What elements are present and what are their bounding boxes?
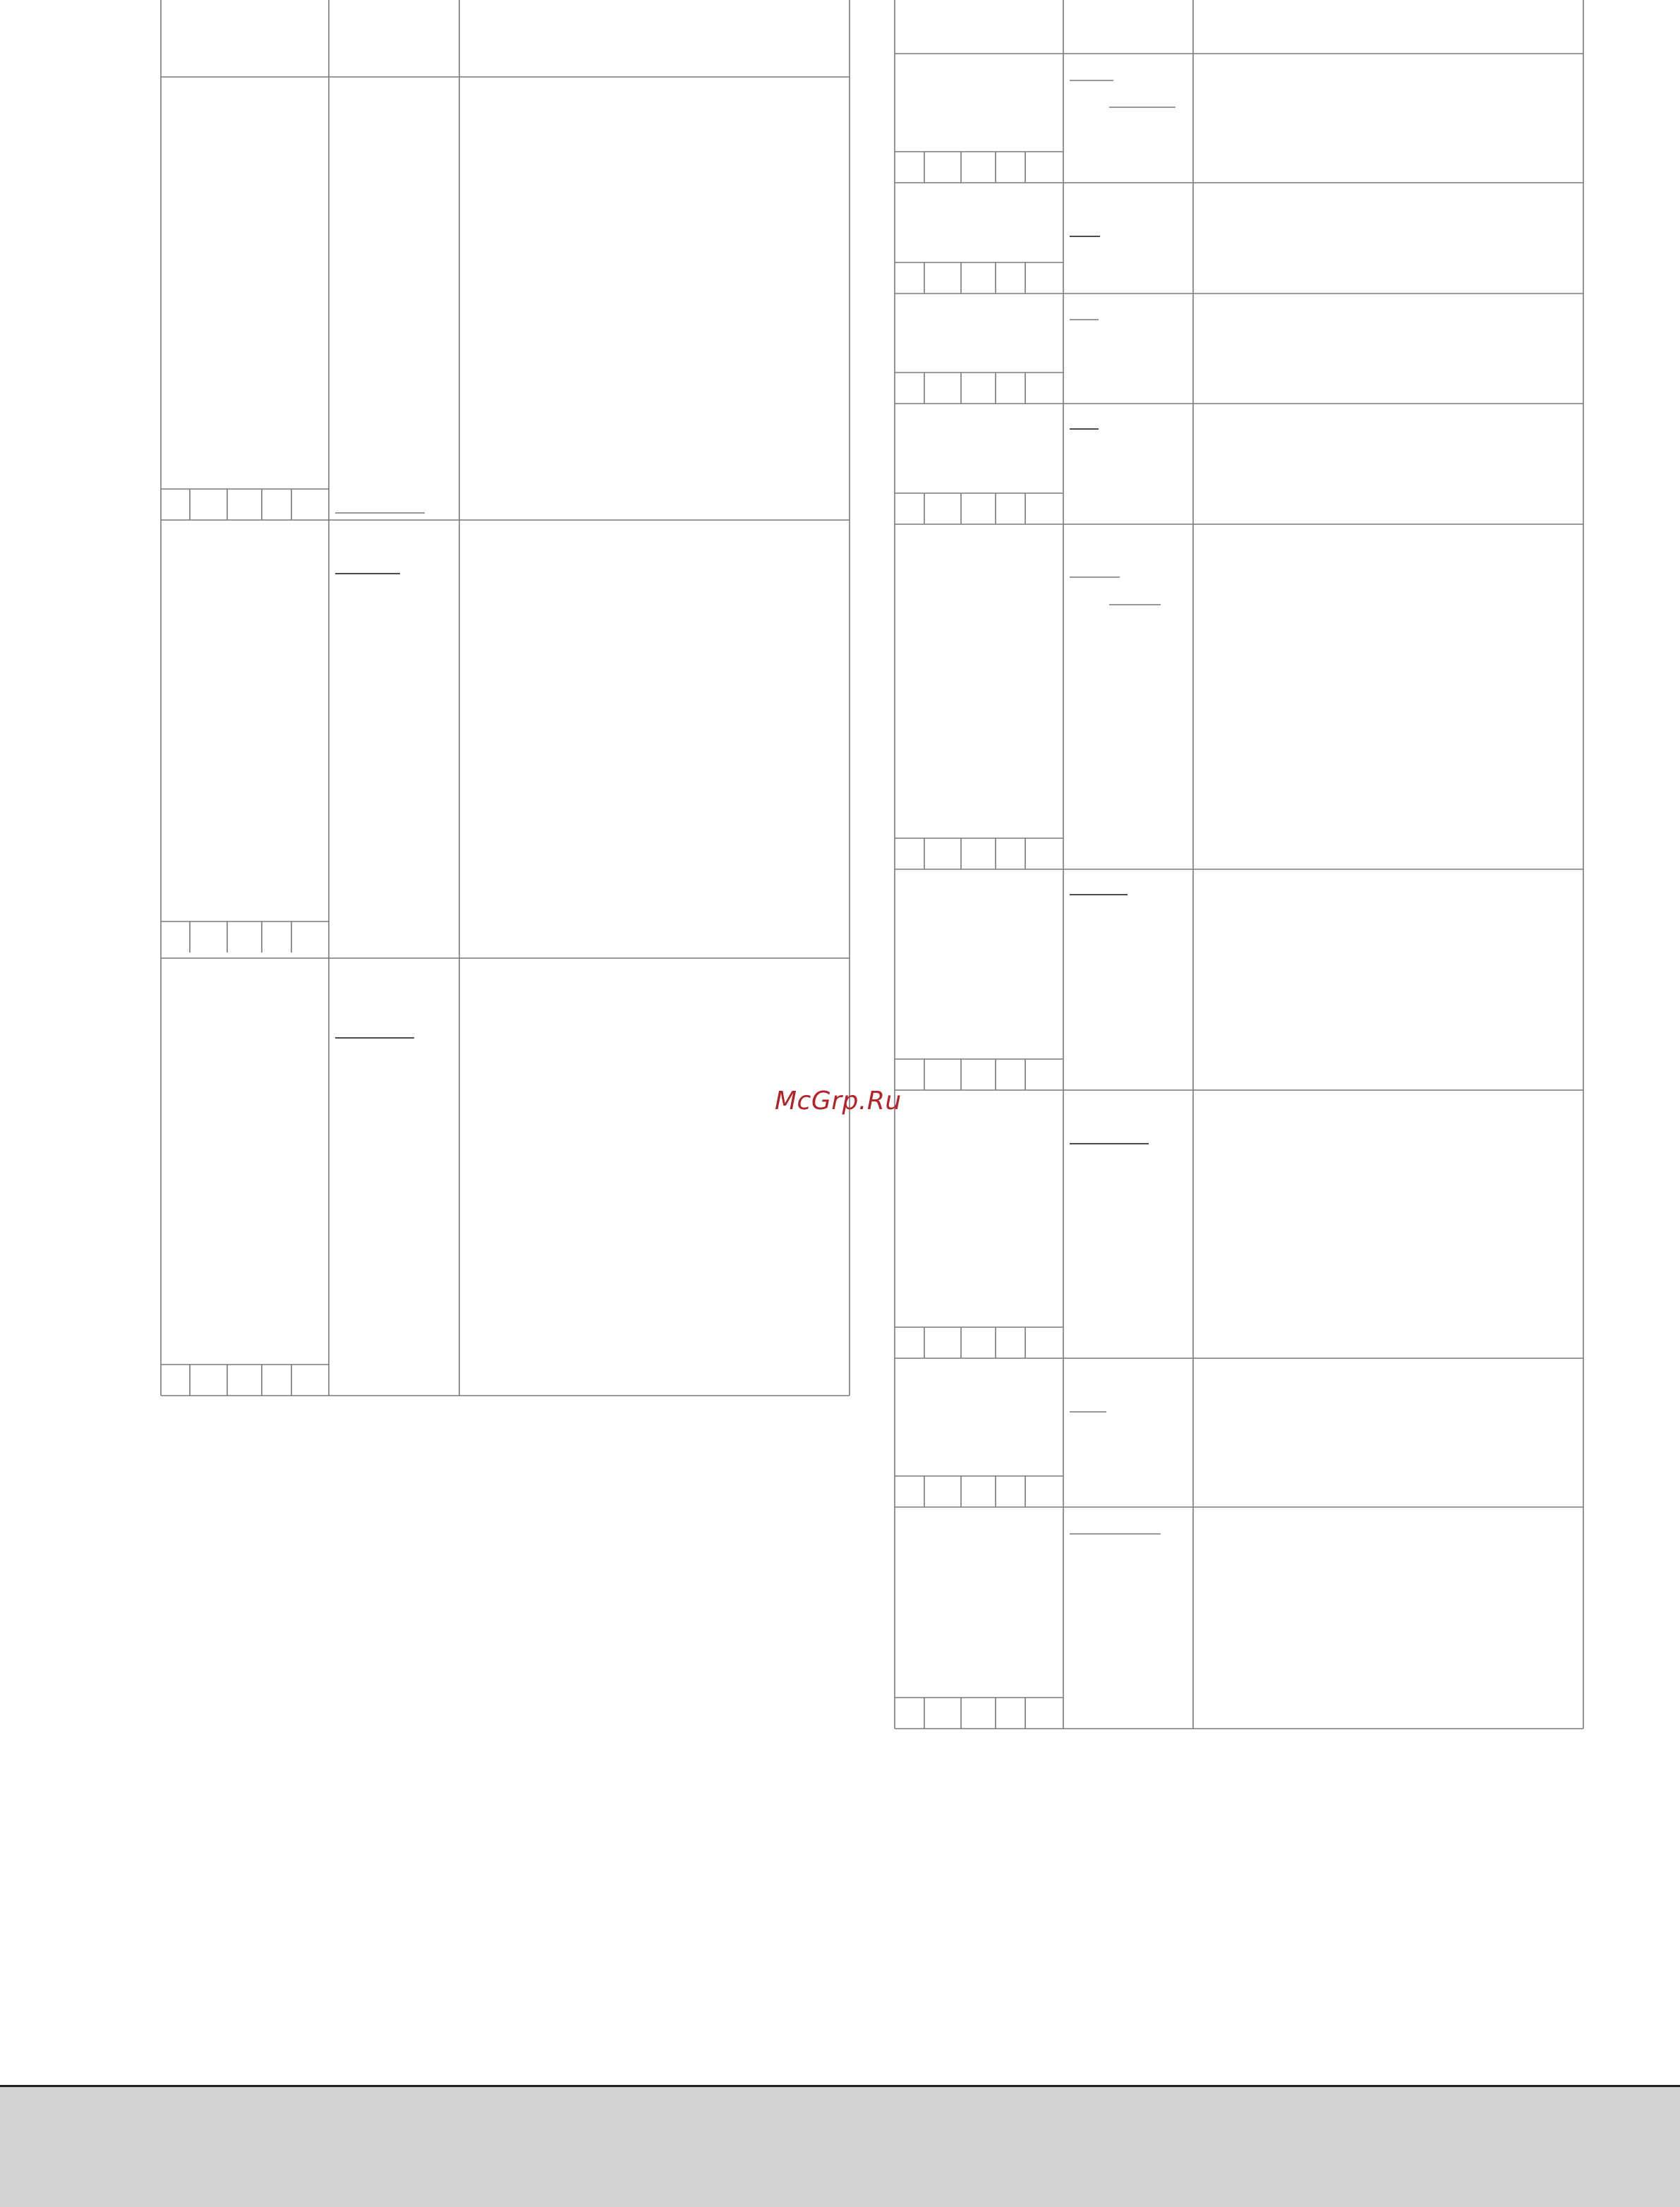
footer-band xyxy=(0,2085,1680,2207)
right-grid-strip-1 xyxy=(895,152,1063,183)
right-grid-strip-8 xyxy=(895,1476,1063,1507)
left-table xyxy=(161,0,850,1396)
right-grid-strip-9 xyxy=(895,1698,1063,1729)
left-grid-strip-2 xyxy=(161,921,329,953)
watermark: McGrp.Ru xyxy=(775,1087,902,1115)
right-table xyxy=(895,0,1583,1729)
right-grid-strip-4 xyxy=(895,493,1063,524)
underline-marks xyxy=(335,80,1176,1534)
left-grid-strip-1 xyxy=(161,489,329,520)
right-grid-strip-3 xyxy=(895,373,1063,404)
left-grid-strip-3 xyxy=(161,1365,329,1396)
right-grid-strip-5 xyxy=(895,838,1063,869)
right-grid-strip-2 xyxy=(895,262,1063,294)
right-grid-strip-7 xyxy=(895,1327,1063,1358)
right-grid-strip-6 xyxy=(895,1059,1063,1090)
